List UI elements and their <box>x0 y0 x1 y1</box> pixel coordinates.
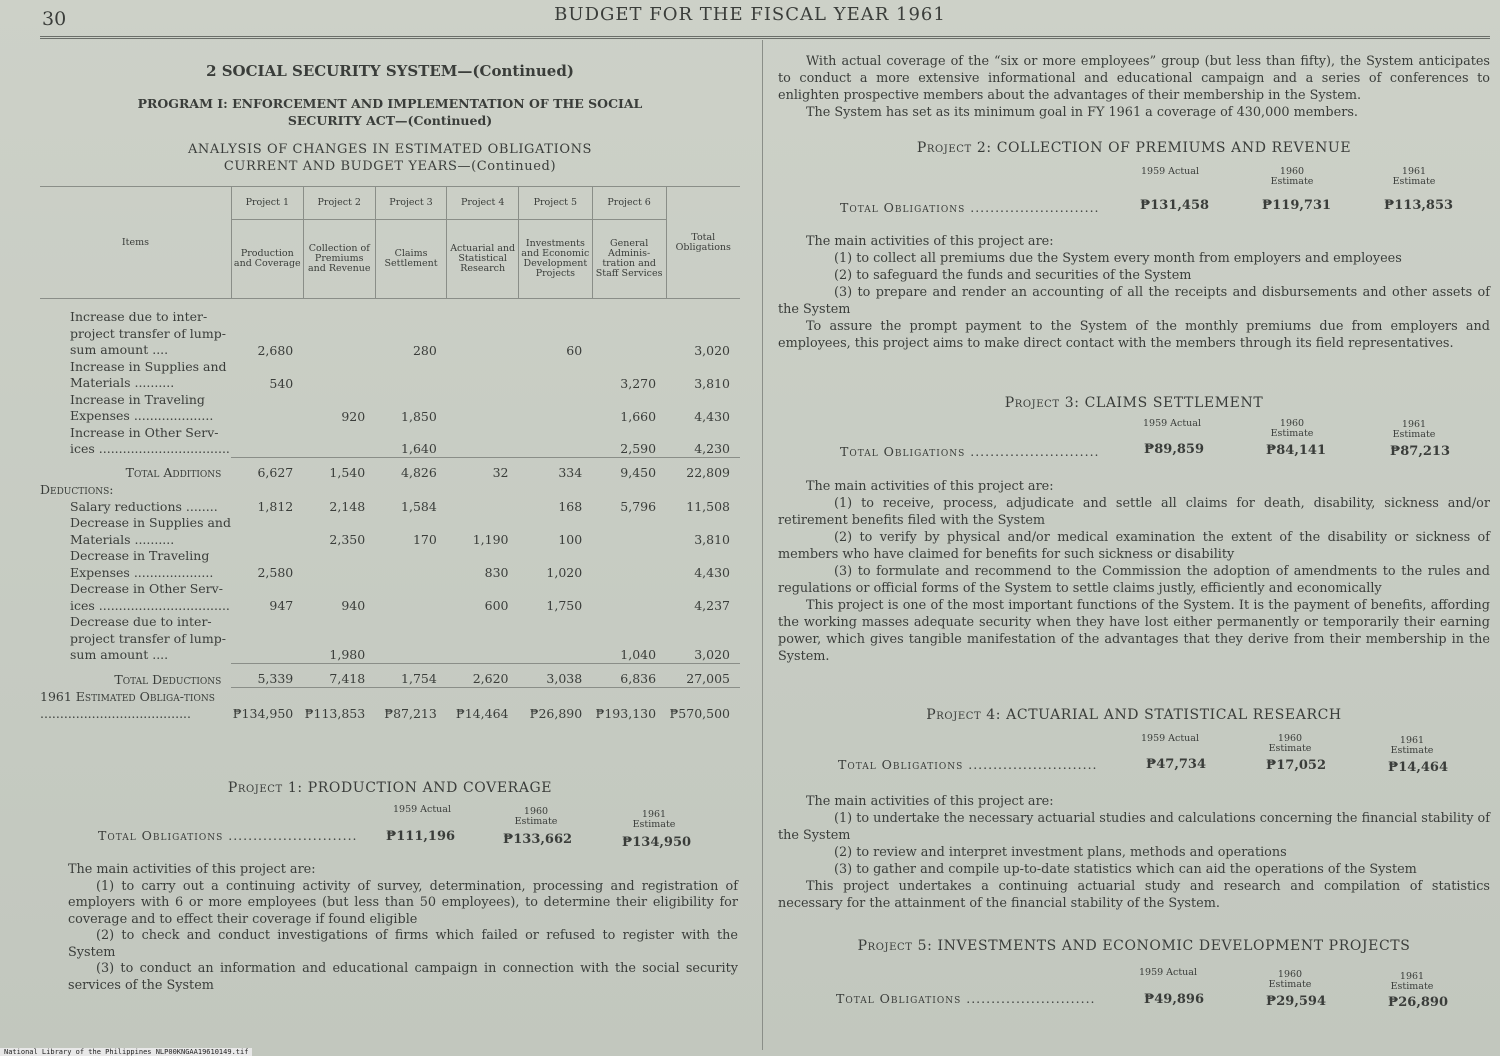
table-cell <box>375 548 447 581</box>
row-label: Decrease in Traveling Expenses .................... <box>70 548 214 580</box>
table-row <box>40 614 740 664</box>
table-cell: 100 <box>558 532 583 547</box>
table-cell: 2,680 <box>257 342 294 358</box>
project-desc-header: General Adminis-tration and Staff Services <box>592 220 666 299</box>
intro-text <box>778 53 1490 121</box>
year-header: 1960 Estimate <box>1270 418 1314 439</box>
year-header: 1960 Estimate <box>1268 733 1312 754</box>
program-title <box>100 95 680 129</box>
year-header: 1961 Estimate <box>1392 166 1436 187</box>
table-row <box>40 481 740 498</box>
table-cell <box>303 481 375 498</box>
table-cell <box>447 359 519 392</box>
table-cell <box>518 425 592 458</box>
table-cell: ₱14,464 <box>447 688 519 722</box>
page-number: 30 <box>42 8 67 30</box>
project-desc-header: Claims Settlement <box>375 220 447 299</box>
table-cell: 5,796 <box>620 499 657 514</box>
project1-title <box>40 780 740 796</box>
table-row <box>40 515 740 548</box>
table-row <box>40 548 740 581</box>
table-row <box>40 299 740 359</box>
scan-footer: National Library of the Philippines NLP00KNGAA19610149.tif <box>0 1048 252 1056</box>
project1-title-text: Project 1: PRODUCTION AND COVERAGE <box>227 780 553 796</box>
table-cell: 60 <box>566 342 583 358</box>
table-cell <box>447 299 519 359</box>
table-cell <box>231 515 303 548</box>
project5-title-text: Project 5: INVESTMENTS AND ECONOMIC DEVELOPMENT PROJECTS <box>857 938 1411 954</box>
running-head: BUDGET FOR THE FISCAL YEAR 1961 <box>554 4 946 25</box>
row-label: Decrease in Supplies and Materials .......... <box>70 515 231 547</box>
project3-title <box>778 395 1490 411</box>
table-row <box>40 458 740 482</box>
table-cell <box>303 425 375 458</box>
analysis-table-body <box>40 299 740 722</box>
table-cell: 2,620 <box>447 664 519 688</box>
year-header: 1960 Estimate <box>1268 969 1312 990</box>
table-cell <box>303 548 375 581</box>
total-value: ₱134,950 <box>622 835 692 850</box>
paragraph: With actual coverage of the “six or more employees” group (but less than fifty), the System anticipates to conduct a more extensive informational and educational campaign and a series of conferences to enlighten prospective members about the advantages of their membership in the System. <box>778 54 1490 103</box>
row-label: 1961 Estimated Obliga-tions ...................................... <box>40 688 215 721</box>
total-value: ₱111,196 <box>386 829 456 844</box>
row-label: Deductions: <box>40 482 114 497</box>
paragraph: The System has set as its minimum goal in FY 1961 a coverage of 430,000 members. <box>806 105 1358 120</box>
table-cell <box>518 359 592 392</box>
row-label: Increase in Supplies and Materials .......... <box>70 358 227 390</box>
table-cell: 1,640 <box>401 441 437 456</box>
table-cell <box>231 481 303 498</box>
total-value: ₱47,734 <box>1146 757 1207 772</box>
paragraph: (3) to conduct an information and educational campaign in connection with the social security services of the System <box>68 961 738 993</box>
table-cell: 1,980 <box>329 647 366 662</box>
row-total: 3,020 <box>694 647 730 662</box>
year-header: 1960 Estimate <box>1270 166 1314 187</box>
table-row <box>40 688 740 722</box>
year-header: 1959 Actual <box>392 804 452 815</box>
year-header: 1961 Estimate <box>1390 735 1434 756</box>
table-cell: ₱134,950 <box>231 688 303 722</box>
project-desc-header: Investments and Economic Development Projects <box>518 220 592 299</box>
total-value: ₱87,213 <box>1390 444 1451 459</box>
paragraph: This project is one of the most important functions of the System. It is the payment of benefits, affording the working masses adequate security when they have lost either permanently or temporarily their earning power, which gives tangible manifestation of the advantages that they derive from their membership in the System. <box>778 598 1490 664</box>
paragraph: This project undertakes a continuing actuarial study and research and compilation of statistics necessary for the attainment of the financial stability of the System. <box>778 879 1490 911</box>
row-total: 4,430 <box>694 565 730 580</box>
table-cell <box>592 515 666 548</box>
table-cell: 6,836 <box>592 664 666 688</box>
total-value: ₱131,458 <box>1140 198 1210 213</box>
table-cell: 940 <box>341 598 366 613</box>
total-value: ₱17,052 <box>1266 758 1327 773</box>
table-cell <box>592 581 666 614</box>
analysis-title <box>100 141 680 175</box>
project-header: Project 1 <box>231 187 303 220</box>
table-cell <box>518 614 592 664</box>
table-cell <box>303 299 375 359</box>
year-header: 1961 Estimate <box>1392 419 1436 440</box>
project-header: Project 4 <box>447 187 519 220</box>
section-title: 2 SOCIAL SECURITY SYSTEM—(Continued) <box>206 62 574 80</box>
total-obligations-label: Total Obligations .......................... <box>838 757 1098 772</box>
project-header: Project 5 <box>518 187 592 220</box>
table-cell: 920 <box>341 408 366 424</box>
table-cell: 2,148 <box>329 499 366 514</box>
row-total: 4,430 <box>694 408 730 424</box>
table-cell <box>375 359 447 392</box>
table-cell: 830 <box>484 565 509 580</box>
row-total: 27,005 <box>666 664 740 688</box>
row-label: Salary reductions ........ <box>70 498 218 514</box>
table-cell: 540 <box>269 375 294 391</box>
paragraph: The main activities of this project are: <box>806 479 1054 494</box>
paragraph: (1) to receive, process, adjudicate and settle all claims for death, disability, sickness and/or retirement benefits filed with the System <box>778 496 1490 528</box>
project4-text <box>778 793 1490 912</box>
table-cell <box>447 392 519 425</box>
total-value: ₱113,853 <box>1384 198 1454 213</box>
table-cell <box>375 481 447 498</box>
paragraph: (3) to formulate and recommend to the Commission the adoption of amendments to the rules and regulations or official forms of the System to settle claims justly, efficiently and economically <box>778 564 1490 596</box>
table-cell <box>592 299 666 359</box>
table-cell: 1,540 <box>303 458 375 482</box>
table-row <box>40 664 740 688</box>
table-cell <box>518 481 592 498</box>
paragraph: The main activities of this project are: <box>806 794 1054 809</box>
row-total: 3,020 <box>694 342 730 358</box>
table-cell <box>592 481 666 498</box>
total-value: ₱84,141 <box>1266 443 1327 458</box>
table-cell: 2,590 <box>620 441 657 456</box>
table-cell: ₱193,130 <box>592 688 666 722</box>
total-header: Total Obligations <box>666 187 740 299</box>
table-cell: 1,660 <box>620 408 657 424</box>
table-cell <box>447 498 519 515</box>
table-cell <box>447 481 519 498</box>
year-header: 1959 Actual <box>1140 733 1200 744</box>
table-cell <box>303 359 375 392</box>
table-cell: 3,038 <box>518 664 592 688</box>
row-total: 4,237 <box>694 598 730 613</box>
project-header: Project 2 <box>303 187 375 220</box>
table-cell <box>231 614 303 664</box>
table-cell: 1,750 <box>546 598 583 613</box>
year-header: 1961 Estimate <box>1390 971 1434 992</box>
table-cell: ₱87,213 <box>375 688 447 722</box>
project3-text <box>778 478 1490 665</box>
table-cell: 1,020 <box>546 565 583 580</box>
paragraph: (1) to carry out a continuing activity of survey, determination, processing and registration of employers with 6 or more employees (but less than 50 employees), to determine their eligibility for coverage and to effect their coverage if found eligible <box>68 878 738 927</box>
year-header: 1961 Estimate <box>632 809 676 830</box>
table-cell: 1,190 <box>472 532 509 547</box>
table-row <box>40 425 740 458</box>
table-cell: 170 <box>412 532 437 547</box>
row-total: 4,230 <box>694 441 730 456</box>
table-cell <box>231 425 303 458</box>
row-label: Total Deductions <box>114 671 222 687</box>
project1-text <box>68 862 738 994</box>
table-cell: 1,584 <box>401 499 437 514</box>
table-cell: 280 <box>412 342 437 358</box>
total-obligations-label: Total Obligations .......................... <box>840 200 1100 215</box>
total-value: ₱26,890 <box>1388 995 1449 1010</box>
project4-title <box>778 707 1490 723</box>
table-row <box>40 498 740 515</box>
paragraph: The main activities of this project are: <box>806 234 1054 249</box>
project-header: Project 6 <box>592 187 666 220</box>
table-cell: 1,812 <box>257 499 294 514</box>
table-cell: ₱113,853 <box>303 688 375 722</box>
table-cell: 168 <box>558 499 583 514</box>
row-total: 3,810 <box>694 532 730 547</box>
total-value: ₱89,859 <box>1144 442 1205 457</box>
row-total: 11,508 <box>686 499 730 514</box>
project-header: Project 3 <box>375 187 447 220</box>
items-header: Items <box>40 187 231 299</box>
row-total: ₱570,500 <box>666 688 740 722</box>
column-divider <box>762 40 763 1050</box>
table-cell: 9,450 <box>592 458 666 482</box>
row-total: 22,809 <box>666 458 740 482</box>
table-cell <box>231 392 303 425</box>
year-header: 1960 Estimate <box>514 806 558 827</box>
table-cell: ₱26,890 <box>518 688 592 722</box>
paragraph: (1) to collect all premiums due the System every month from employers and employees <box>834 251 1402 266</box>
table-cell: 1,850 <box>401 408 437 424</box>
total-value: ₱133,662 <box>503 832 573 847</box>
project2-text <box>778 233 1490 352</box>
table-cell: 1,040 <box>620 647 657 662</box>
program-title-line-2: SECURITY ACT—(Continued) <box>287 113 493 128</box>
total-value: ₱29,594 <box>1266 994 1327 1009</box>
program-title-line-1: PROGRAM I: ENFORCEMENT AND IMPLEMENTATION OF THE SOCIAL <box>137 96 643 111</box>
row-label: Increase due to inter-project transfer of lump-sum amount .... <box>70 309 226 357</box>
paragraph: (3) to gather and compile up-to-date statistics which can aid the operations of the System <box>834 862 1417 877</box>
analysis-table <box>40 186 740 722</box>
table-cell: 2,580 <box>257 565 294 580</box>
paragraph: The main activities of this project are: <box>68 862 316 877</box>
table-cell <box>447 614 519 664</box>
table-cell <box>592 548 666 581</box>
row-total: 3,810 <box>694 375 730 391</box>
analysis-title-line-2: CURRENT AND BUDGET YEARS—(Continued) <box>223 159 557 174</box>
paragraph: (2) to safeguard the funds and securities of the System <box>834 268 1192 283</box>
year-header: 1959 Actual <box>1142 418 1202 429</box>
total-value: ₱119,731 <box>1262 198 1332 213</box>
table-cell <box>518 392 592 425</box>
paragraph: (2) to check and conduct investigations of firms which failed or refused to register with the System <box>68 928 738 960</box>
project2-title <box>778 140 1490 156</box>
table-cell: 3,270 <box>620 375 657 391</box>
project-desc-header: Actuarial and Statistical Research <box>447 220 519 299</box>
paragraph: (1) to undertake the necessary actuarial studies and calculations concerning the financial stability of the System <box>778 811 1490 843</box>
total-obligations-label: Total Obligations .......................... <box>98 828 358 843</box>
year-header: 1959 Actual <box>1138 967 1198 978</box>
total-obligations-label: Total Obligations .......................... <box>840 444 1100 459</box>
total-obligations-label: Total Obligations .......................... <box>836 991 1096 1006</box>
project2-title-text: Project 2: COLLECTION OF PREMIUMS AND REVENUE <box>916 140 1352 156</box>
row-label: Total Additions <box>125 465 222 480</box>
table-cell: 6,627 <box>231 458 303 482</box>
table-cell <box>375 614 447 664</box>
table-row <box>40 392 740 425</box>
table-cell: 600 <box>484 598 509 613</box>
total-value: ₱49,896 <box>1144 992 1205 1007</box>
table-cell: 1,754 <box>375 664 447 688</box>
analysis-title-line-1: ANALYSIS OF CHANGES IN ESTIMATED OBLIGATIONS <box>187 142 593 157</box>
table-cell: 2,350 <box>329 532 366 547</box>
table-cell: 4,826 <box>375 458 447 482</box>
row-label: Increase in Other Serv-ices ................................. <box>70 424 230 456</box>
total-value: ₱14,464 <box>1388 760 1449 775</box>
project-desc-header: Production and Coverage <box>231 220 303 299</box>
table-row <box>40 359 740 392</box>
header-rule <box>40 36 1490 39</box>
paragraph: (3) to prepare and render an accounting of all the receipts and disbursements and other assets of the System <box>778 285 1490 317</box>
table-cell: 5,339 <box>231 664 303 688</box>
paragraph: (2) to review and interpret investment plans, methods and operations <box>834 845 1287 860</box>
project4-title-text: Project 4: ACTUARIAL AND STATISTICAL RESEARCH <box>926 707 1342 723</box>
table-cell: 7,418 <box>303 664 375 688</box>
table-row <box>40 581 740 614</box>
row-label: Decrease in Other Serv-ices ................................. <box>70 581 230 613</box>
project-desc-header: Collection of Premiums and Revenue <box>303 220 375 299</box>
table-cell: 947 <box>269 598 294 613</box>
paragraph: (2) to verify by physical and/or medical examination the extent of the disability or sickness of members who have claimed for benefits for such sickness or disability <box>778 530 1490 562</box>
table-cell: 334 <box>518 458 592 482</box>
row-label: Increase in Traveling Expenses .................... <box>70 391 214 423</box>
project5-title <box>778 938 1490 954</box>
row-total <box>666 481 740 498</box>
project3-title-text: Project 3: CLAIMS SETTLEMENT <box>1004 395 1264 411</box>
table-cell: 32 <box>447 458 519 482</box>
row-label: Decrease due to inter-project transfer of lump-sum amount .... <box>70 614 226 662</box>
paragraph: To assure the prompt payment to the System of the monthly premiums due from employers and employees, this project aims to make direct contact with the members through its field representatives. <box>778 319 1490 351</box>
year-header: 1959 Actual <box>1140 166 1200 177</box>
table-cell <box>447 425 519 458</box>
table-cell <box>375 581 447 614</box>
